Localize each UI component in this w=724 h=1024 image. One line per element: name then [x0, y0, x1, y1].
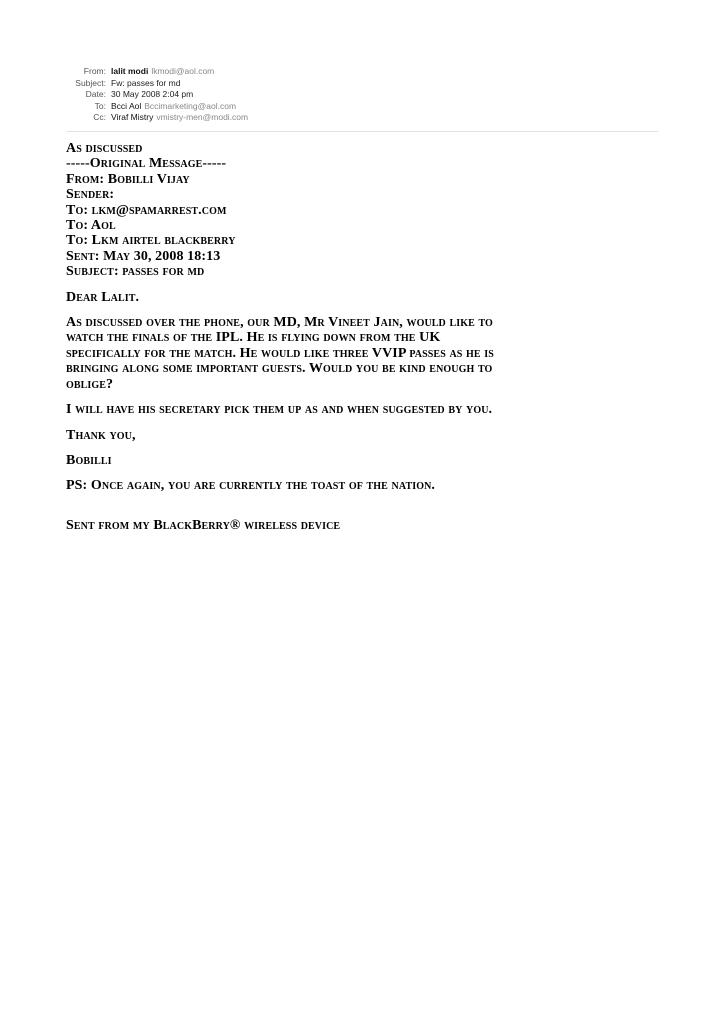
subject-row — [56, 78, 658, 90]
signature-line: Bobilli — [66, 452, 112, 468]
subject-value: Fw: passes for md — [111, 77, 181, 88]
cc-email: vmistry-men@modi.com — [156, 112, 249, 122]
to-row — [56, 101, 658, 113]
forward-to-line: To: lkm@spamarrest.com — [66, 202, 227, 218]
forward-from-line: From: Bobilli Vijay — [66, 171, 190, 187]
forward-subject-line: Subject: passes for md — [66, 264, 205, 280]
device-footer — [66, 518, 666, 533]
email-body — [66, 141, 666, 533]
main-paragraph — [66, 315, 666, 392]
paragraph-line: oblige? — [66, 376, 114, 392]
from-row — [56, 66, 658, 78]
intro-line: As discussed — [66, 141, 143, 156]
secretary-paragraph — [66, 402, 666, 417]
paragraph-line: specifically for the match. He would like three VVIP passes as he is — [66, 345, 494, 361]
cc-name: Viraf Mistry — [111, 112, 154, 122]
forward-sent-line: Sent: May 30, 2008 18:13 — [66, 248, 221, 264]
secretary-line: I will have his secretary pick them up as and when suggested by you. — [66, 402, 493, 418]
paragraph-line: bringing along some important guests. Would you be kind enough to — [66, 361, 493, 377]
from-name: lalit modi — [111, 66, 149, 76]
from-label: From: — [83, 66, 106, 76]
thanks-paragraph — [66, 428, 666, 443]
email-header — [56, 66, 658, 124]
greeting-line: Dear Lalit. — [66, 289, 140, 305]
forward-section — [66, 141, 666, 280]
forward-sender-line: Sender: — [66, 187, 115, 203]
ps-paragraph — [66, 478, 666, 493]
signature-paragraph — [66, 453, 666, 468]
greeting — [66, 290, 666, 305]
forward-to-line: To: Aol — [66, 218, 116, 234]
device-footer-line: Sent from my BlackBerry® wireless device — [66, 517, 341, 533]
cc-row — [56, 112, 658, 124]
to-label: To: — [94, 100, 106, 111]
paragraph-line: watch the finals of the IPL. He is flying down from the UK — [66, 330, 441, 346]
subject-label: Subject: — [75, 77, 106, 88]
date-row — [56, 89, 658, 101]
date-value: 30 May 2008 2:04 pm — [111, 89, 194, 99]
ps-line: PS: Once again, you are currently the toast of the nation. — [66, 478, 436, 494]
thanks-line: Thank you, — [66, 427, 136, 443]
original-message-marker: -----Original Message----- — [66, 156, 227, 172]
paragraph-line: As discussed over the phone, our MD, Mr Vineet Jain, would like to — [66, 315, 493, 331]
cc-label: Cc: — [93, 112, 106, 122]
from-email: lkmodi@aol.com — [151, 66, 215, 76]
to-name: Bcci Aol — [111, 100, 142, 111]
forward-to-line: To: Lkm airtel blackberry — [66, 233, 236, 249]
date-label: Date: — [85, 89, 106, 99]
to-email: Bccimarketing@aol.com — [144, 100, 237, 111]
header-divider — [66, 131, 658, 132]
